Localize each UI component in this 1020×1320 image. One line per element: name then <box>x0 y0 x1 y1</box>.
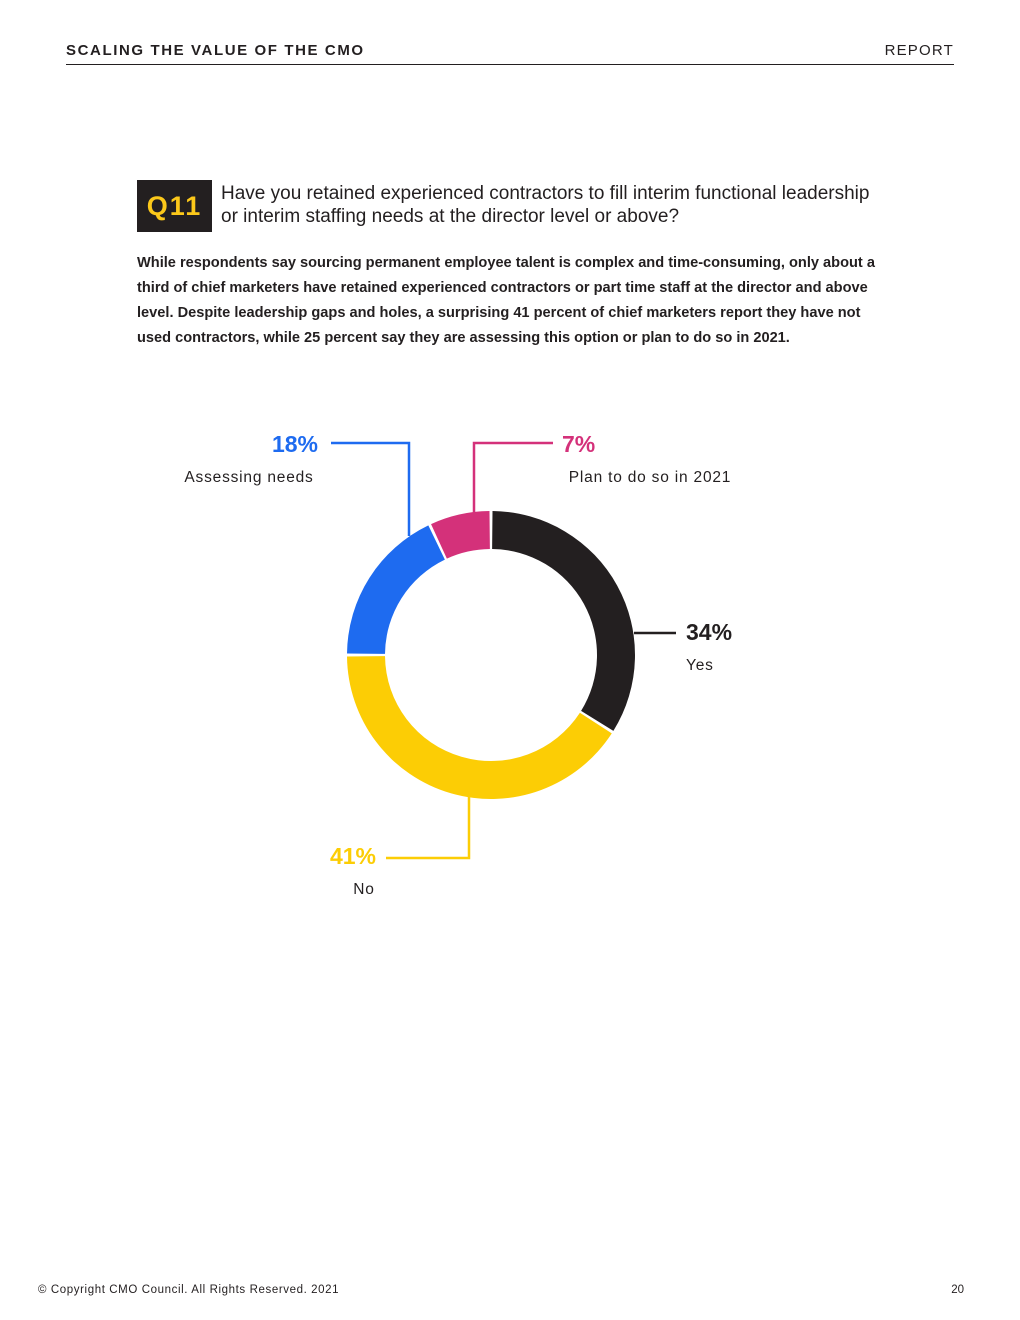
question-text: Have you retained experienced contractors to fill interim functional leadership or interim staffing needs at the director level or above? <box>221 183 870 227</box>
data-label-2: 18% <box>271 431 318 457</box>
intro-paragraph: While respondents say sourcing permanent employee talent is complex and time-consuming, only about a third of chief marketers have retained experienced contractors or part time staff at the director and above level. Despite leadership gaps and holes, a surprising 41 percent of chief marketers report they have not used contractors, while 25 percent say they are assessing this option or plan to do so in 2021. <box>137 255 875 346</box>
category-label-3: Plan to do so in 2021 <box>568 469 732 486</box>
data-label-0: 34% <box>686 619 733 645</box>
leader-line-3 <box>474 443 553 513</box>
data-label-3: 7% <box>562 431 596 457</box>
category-label-0: Yes <box>686 657 714 674</box>
report-title: SCALING THE VALUE OF THE CMO <box>66 42 365 59</box>
page-number: 20 <box>951 1284 964 1296</box>
question-number-badge: Q11 <box>137 180 212 232</box>
slice-assessing-needs <box>347 525 445 654</box>
copyright-text: © Copyright CMO Council. All Rights Reserved. 2021 <box>38 1284 340 1296</box>
section-label: REPORT <box>884 42 954 59</box>
leader-line-2 <box>331 443 409 536</box>
data-label-1: 41% <box>329 843 376 869</box>
slice-yes <box>492 511 635 731</box>
slice-no <box>347 656 612 799</box>
category-label-2: Assessing needs <box>184 469 314 486</box>
leader-line-1 <box>386 797 469 858</box>
category-label-1: No <box>353 881 375 898</box>
